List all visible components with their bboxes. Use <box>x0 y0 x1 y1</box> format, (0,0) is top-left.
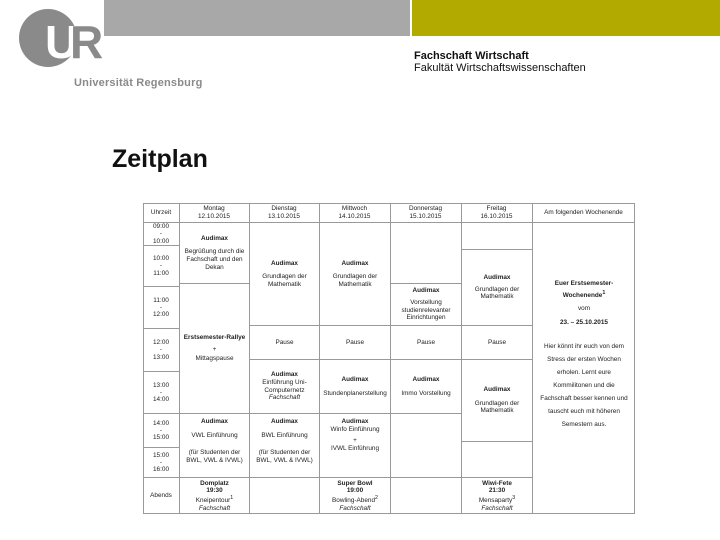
tuesday-math: Audimax Grundlagen der Mathematik <box>262 259 307 288</box>
friday-math-1: Audimax Grundlagen der Mathematik <box>474 274 520 301</box>
time-slot: 12:00 - 13:00 <box>153 339 169 361</box>
wednesday-stundenplan: Audimax Stundenplanerstellung <box>323 375 387 397</box>
ur-logo-icon <box>18 8 198 78</box>
time-slot: 15:00 - 16:00 <box>153 451 169 474</box>
col-header-time: Uhrzeit <box>150 208 172 216</box>
header-subtitle: Fakultät Wirtschaftswissenschaften <box>414 62 586 74</box>
wednesday-math: Audimax Grundlagen der Mathematik <box>332 259 378 288</box>
svg-text:R: R <box>70 16 104 68</box>
wednesday-winfo: Audimax Winfo Einführung + IVWL Einführung <box>330 418 380 452</box>
university-name: Universität Regensburg <box>74 77 203 89</box>
col-header-weekend: Am folgenden Wochenende <box>544 208 623 216</box>
wednesday-pause: Pause <box>345 338 365 346</box>
tuesday-pause: Pause <box>275 338 294 346</box>
weekend-info: Euer Erstsemester-Wochenende$^1$ vom 23. – 25.10.2015 Hier könnt ihr euch von dem Stress der ersten Wochen erholen. Lernt eure Kommilitonen und die Fachschaft besser kennen und tauscht euch mit höheren Semestern aus. <box>540 280 628 428</box>
col-header-wednesday: Mittwoch 14.10.2015 <box>338 204 371 220</box>
svg-text:U: U <box>45 16 79 68</box>
col-header-friday: Freitag 16.10.2015 <box>480 204 513 220</box>
thursday-immo: Audimax Immo Vorstellung <box>401 375 451 397</box>
col-header-tuesday: Dienstag 13.10.2015 <box>268 204 300 220</box>
monday-audimax: Audimax Begrüßung durch die Fachschaft und den Dekan <box>184 234 245 271</box>
wednesday-evening: Super Bowl 19:00 Bowling-Abend$^2$ Fachschaft <box>332 479 378 512</box>
thursday-pause: Pause <box>416 338 436 346</box>
monday-evening: Domplatz 19:30 Kneipentour$^1$ Fachschaft <box>195 479 234 512</box>
thursday-vorstellung: Audimax Vorstellung studienrelevanter Einrichtungen <box>401 287 451 322</box>
header-text <box>414 50 586 74</box>
time-slot: 11:00 - 12:00 <box>153 296 169 319</box>
schedule-table <box>143 203 635 514</box>
col-header-monday: Montag 12.10.2015 <box>198 204 230 220</box>
header-title: Fachschaft Wirtschaft <box>414 50 529 62</box>
col-header-thursday: Donnerstag 15.10.2015 <box>408 204 443 220</box>
monday-vwl: Audimax VWL Einführung (für Studenten der BWL, VWL & IVWL) <box>186 418 243 464</box>
tuesday-bwl: Audimax BWL Einführung (für Studenten der BWL, VWL & IVWL) <box>256 418 313 464</box>
time-slot: 14:00 - 15:00 <box>153 419 169 442</box>
time-slot: 09:00 - 10:00 <box>153 223 169 245</box>
friday-evening: Wiwi-Fete 21:30 Mensaparty$^3$ Fachschaft <box>478 479 516 512</box>
page-title: Zeitplan <box>112 145 208 173</box>
time-slot: 10:00 - 11:00 <box>153 255 169 277</box>
time-slot: 13:00 - 14:00 <box>153 381 169 404</box>
friday-math-2: Audimax Grundlagen der Mathematik <box>474 386 520 415</box>
friday-pause: Pause <box>487 338 507 346</box>
monday-rallye: Erstsemester-Rallye + Mittagspause <box>183 334 246 363</box>
tuesday-computer: Audimax Einführung Uni-Computernetz Fachschaft <box>262 371 307 402</box>
header-olive-bar <box>412 0 720 36</box>
time-slot-evening: Abends <box>150 492 172 500</box>
